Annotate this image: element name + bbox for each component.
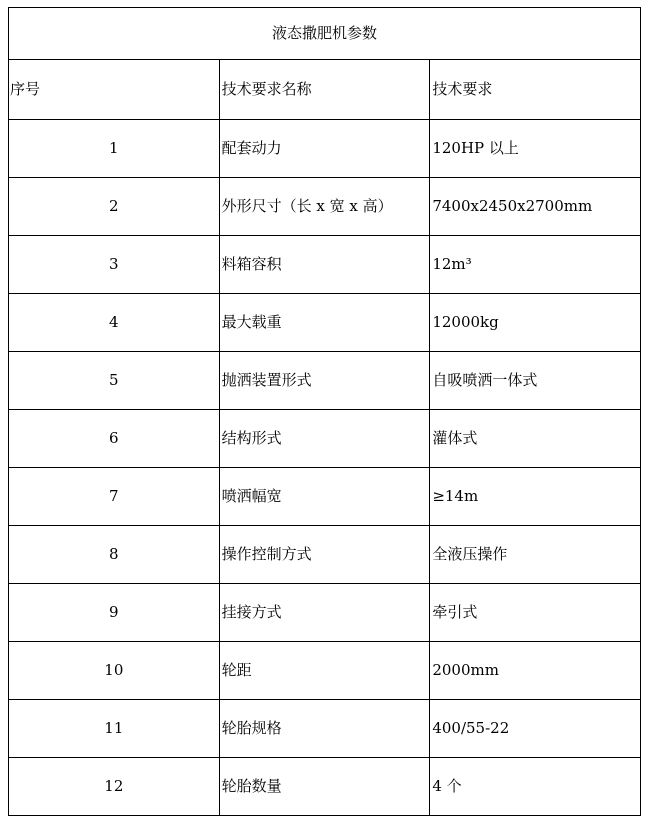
row-name: 轮胎规格	[219, 700, 430, 758]
row-requirement: 自吸喷洒一体式	[430, 352, 641, 410]
table-header-row	[9, 60, 641, 120]
spec-table	[8, 7, 641, 816]
row-name: 料箱容积	[219, 236, 430, 294]
table-row	[9, 468, 641, 526]
row-requirement: 4 个	[430, 758, 641, 816]
row-name: 喷洒幅宽	[219, 468, 430, 526]
table-row	[9, 642, 641, 700]
table-row	[9, 294, 641, 352]
table-row	[9, 584, 641, 642]
header-requirement: 技术要求	[430, 60, 641, 120]
row-requirement: 7400x2450x2700mm	[430, 178, 641, 236]
row-name: 外形尺寸（长 x 宽 x 高）	[219, 178, 430, 236]
row-requirement: 120HP 以上	[430, 120, 641, 178]
row-name: 操作控制方式	[219, 526, 430, 584]
row-name: 最大载重	[219, 294, 430, 352]
row-requirement: 400/55-22	[430, 700, 641, 758]
row-index: 8	[9, 526, 220, 584]
row-index: 10	[9, 642, 220, 700]
row-index: 4	[9, 294, 220, 352]
row-name: 轮胎数量	[219, 758, 430, 816]
table-row	[9, 352, 641, 410]
row-requirement: 牵引式	[430, 584, 641, 642]
row-requirement: ≥14m	[430, 468, 641, 526]
row-requirement: 2000mm	[430, 642, 641, 700]
row-requirement: 12000kg	[430, 294, 641, 352]
row-index: 12	[9, 758, 220, 816]
table-row	[9, 236, 641, 294]
row-index: 11	[9, 700, 220, 758]
table-title: 液态撒肥机参数	[9, 8, 641, 60]
row-index: 6	[9, 410, 220, 468]
row-name: 轮距	[219, 642, 430, 700]
row-name: 挂接方式	[219, 584, 430, 642]
row-name: 配套动力	[219, 120, 430, 178]
table-row	[9, 410, 641, 468]
table-row	[9, 526, 641, 584]
row-requirement: 12m³	[430, 236, 641, 294]
row-index: 5	[9, 352, 220, 410]
header-index: 序号	[9, 60, 220, 120]
row-index: 3	[9, 236, 220, 294]
table-row	[9, 700, 641, 758]
table-title-row	[9, 8, 641, 60]
row-index: 1	[9, 120, 220, 178]
row-requirement: 灌体式	[430, 410, 641, 468]
row-index: 2	[9, 178, 220, 236]
header-name: 技术要求名称	[219, 60, 430, 120]
table-body	[9, 8, 641, 816]
row-name: 结构形式	[219, 410, 430, 468]
row-index: 9	[9, 584, 220, 642]
table-row	[9, 178, 641, 236]
table-row	[9, 120, 641, 178]
table-row	[9, 758, 641, 816]
row-requirement: 全液压操作	[430, 526, 641, 584]
row-name: 抛洒装置形式	[219, 352, 430, 410]
row-index: 7	[9, 468, 220, 526]
